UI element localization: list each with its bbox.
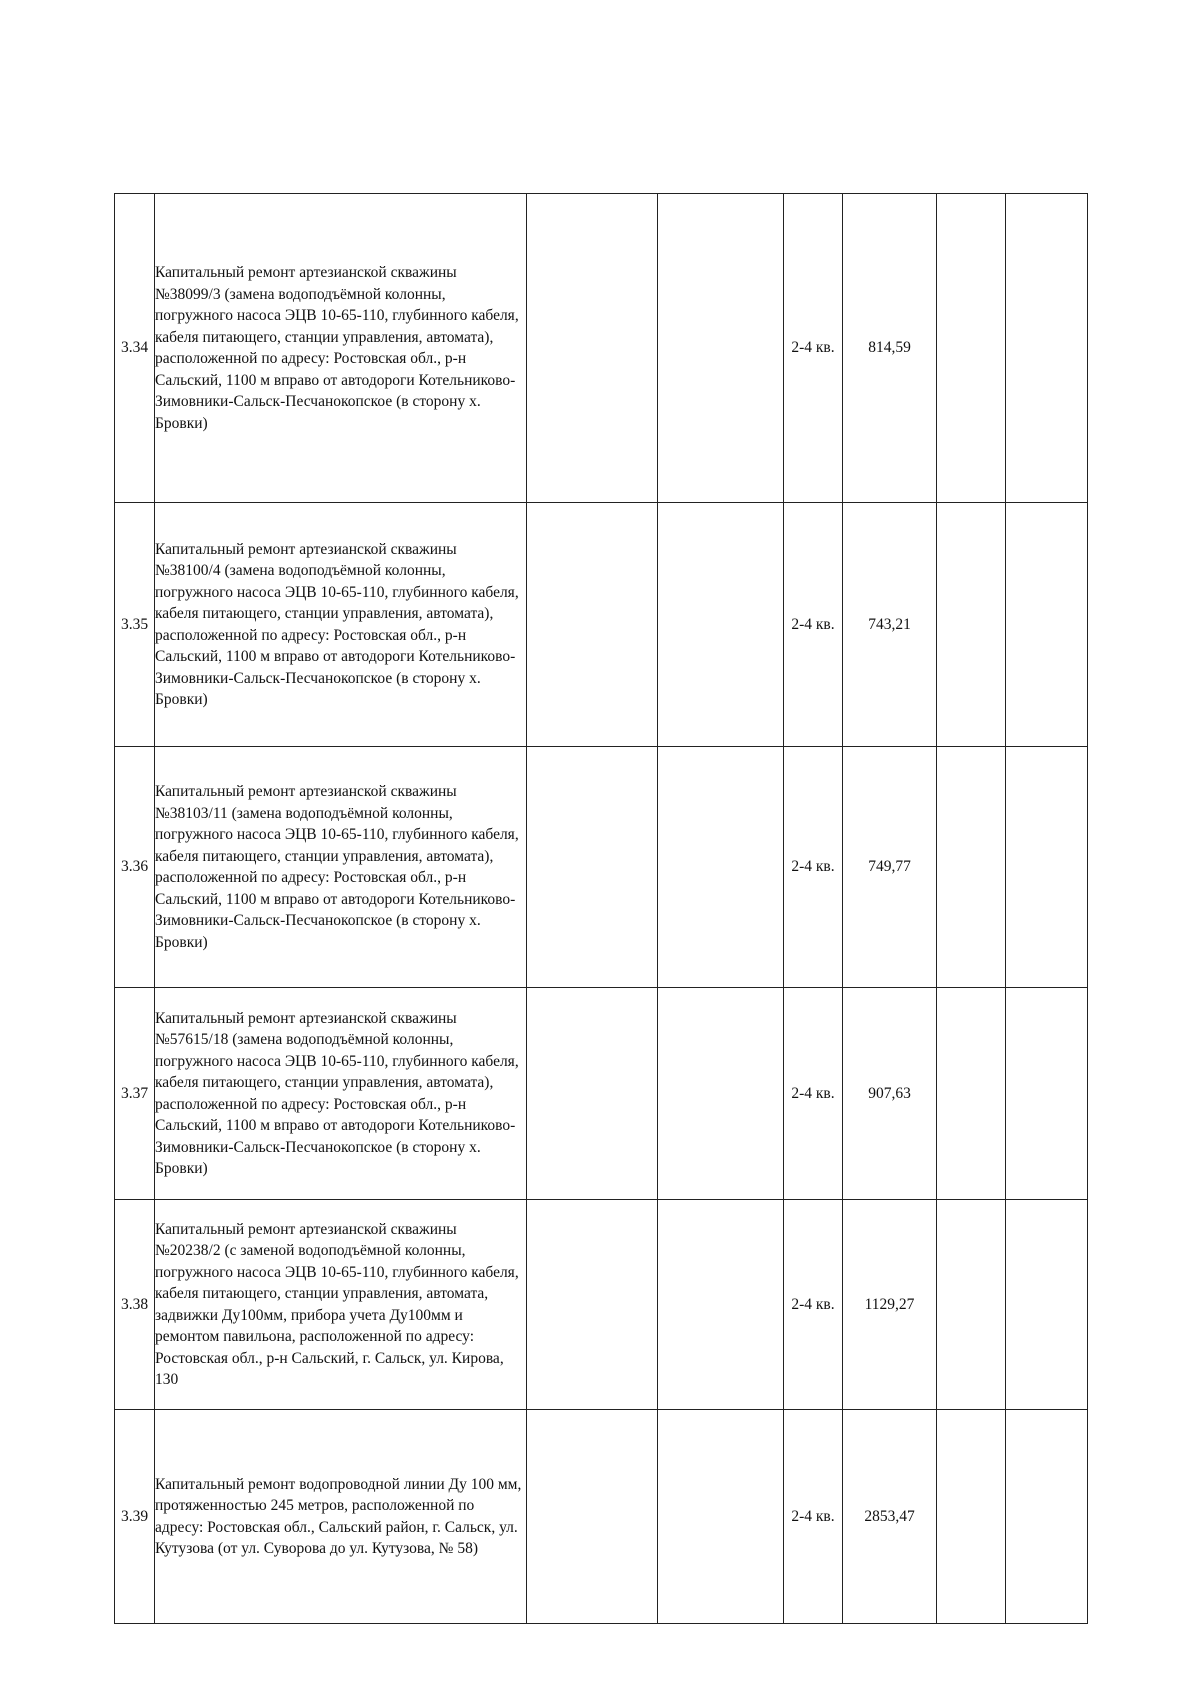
- empty-cell: [527, 1410, 658, 1624]
- empty-cell: [1006, 988, 1088, 1200]
- period-cell: 2-4 кв.: [784, 747, 843, 988]
- table-row: [115, 503, 1088, 747]
- work-description: Капитальный ремонт водопроводной линии Ду 100 мм, протяженностью 245 метров, расположенной по адресу: Ростовская обл., Сальский район, г. Сальск, ул. Кутузова (от ул. Суворова до ул. Кутузова, № 58): [155, 1410, 527, 1624]
- row-number: 3.35: [115, 503, 155, 747]
- empty-cell: [527, 1200, 658, 1410]
- table-row: [115, 1200, 1088, 1410]
- empty-cell: [658, 503, 784, 747]
- table-row: [115, 194, 1088, 503]
- row-number: 3.37: [115, 988, 155, 1200]
- period-cell: 2-4 кв.: [784, 503, 843, 747]
- row-number: 3.34: [115, 194, 155, 503]
- empty-cell: [937, 1200, 1006, 1410]
- row-number: 3.38: [115, 1200, 155, 1410]
- work-description: Капитальный ремонт артезианской скважины №38103/11 (замена водоподъёмной колонны, погружного насоса ЭЦВ 10-65-110, глубинного кабеля, кабеля питающего, станции управления, автомата), расположенной по адресу: Ростовская обл., р-н Сальский, 1100 м вправо от автодороги Котельниково-Зимовники-Сальск-Песчанокопское (в сторону х. Бровки): [155, 747, 527, 988]
- empty-cell: [1006, 747, 1088, 988]
- empty-cell: [658, 747, 784, 988]
- work-description: Капитальный ремонт артезианской скважины №20238/2 (с заменой водоподъёмной колонны, погружного насоса ЭЦВ 10-65-110, глубинного кабеля, кабеля питающего, станции управления, автомата, задвижки Ду100мм, прибора учета Ду100мм и ремонтом павильона, расположенной по адресу: Ростовская обл., р-н Сальский, г. Сальск, ул. Кирова, 130: [155, 1200, 527, 1410]
- empty-cell: [527, 194, 658, 503]
- amount-cell: 2853,47: [843, 1410, 937, 1624]
- amount-cell: 907,63: [843, 988, 937, 1200]
- empty-cell: [527, 988, 658, 1200]
- empty-cell: [937, 988, 1006, 1200]
- empty-cell: [1006, 503, 1088, 747]
- work-description: Капитальный ремонт артезианской скважины №38099/3 (замена водоподъёмной колонны, погружного насоса ЭЦВ 10-65-110, глубинного кабеля, кабеля питающего, станции управления, автомата), расположенной по адресу: Ростовская обл., р-н Сальский, 1100 м вправо от автодороги Котельниково-Зимовники-Сальск-Песчанокопское (в сторону х. Бровки): [155, 194, 527, 503]
- work-description: Капитальный ремонт артезианской скважины №38100/4 (замена водоподъёмной колонны, погружного насоса ЭЦВ 10-65-110, глубинного кабеля, кабеля питающего, станции управления, автомата), расположенной по адресу: Ростовская обл., р-н Сальский, 1100 м вправо от автодороги Котельниково-Зимовники-Сальск-Песчанокопское (в сторону х. Бровки): [155, 503, 527, 747]
- amount-cell: 743,21: [843, 503, 937, 747]
- period-cell: 2-4 кв.: [784, 1200, 843, 1410]
- empty-cell: [658, 194, 784, 503]
- amount-cell: 749,77: [843, 747, 937, 988]
- row-number: 3.39: [115, 1410, 155, 1624]
- empty-cell: [658, 1410, 784, 1624]
- empty-cell: [527, 503, 658, 747]
- work-description: Капитальный ремонт артезианской скважины №57615/18 (замена водоподъёмной колонны, погружного насоса ЭЦВ 10-65-110, глубинного кабеля, кабеля питающего, станции управления, автомата), расположенной по адресу: Ростовская обл., р-н Сальский, 1100 м вправо от автодороги Котельниково-Зимовники-Сальск-Песчанокопское (в сторону х. Бровки): [155, 988, 527, 1200]
- empty-cell: [658, 1200, 784, 1410]
- table-row: [115, 1410, 1088, 1624]
- empty-cell: [937, 747, 1006, 988]
- empty-cell: [527, 747, 658, 988]
- row-number: 3.36: [115, 747, 155, 988]
- empty-cell: [658, 988, 784, 1200]
- period-cell: 2-4 кв.: [784, 988, 843, 1200]
- table-row: [115, 988, 1088, 1200]
- empty-cell: [1006, 1410, 1088, 1624]
- works-table: [114, 193, 1088, 1624]
- empty-cell: [937, 194, 1006, 503]
- empty-cell: [1006, 194, 1088, 503]
- empty-cell: [1006, 1200, 1088, 1410]
- period-cell: 2-4 кв.: [784, 1410, 843, 1624]
- empty-cell: [937, 1410, 1006, 1624]
- amount-cell: 1129,27: [843, 1200, 937, 1410]
- period-cell: 2-4 кв.: [784, 194, 843, 503]
- empty-cell: [937, 503, 1006, 747]
- amount-cell: 814,59: [843, 194, 937, 503]
- table-row: [115, 747, 1088, 988]
